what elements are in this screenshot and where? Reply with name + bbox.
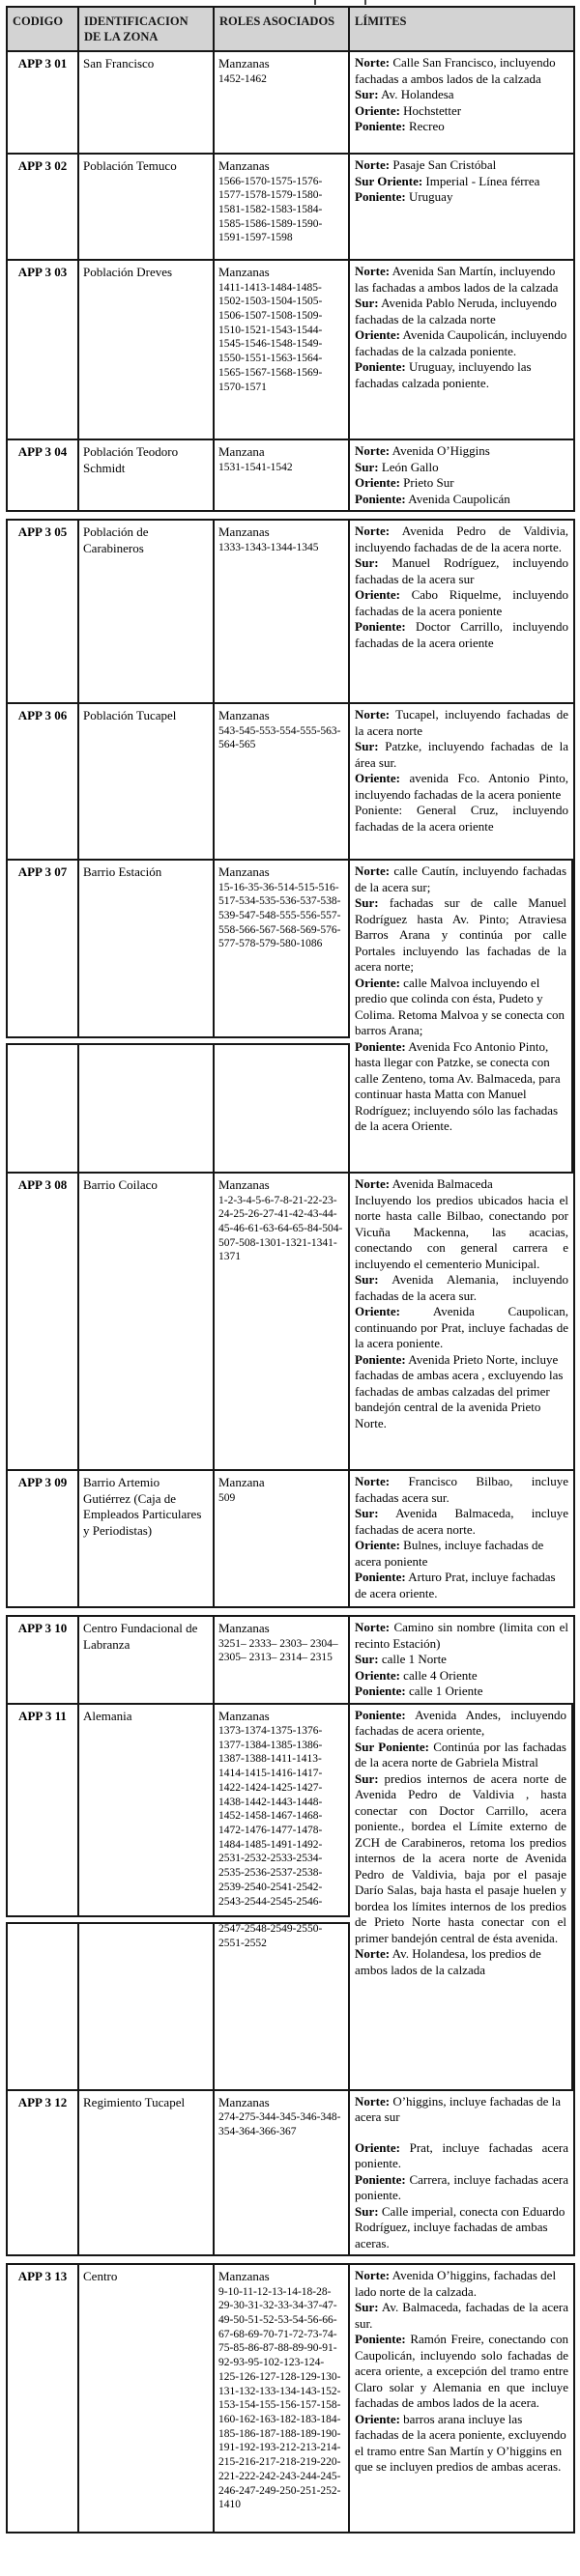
- roles-cell: [215, 861, 350, 1172]
- limite-text: fachadas sur de calle Manuel Rodríguez hasta Av. Pinto; Atraviesa Barros Arana y continúa por calle Portales incluyendo las fachadas de la acera norte;: [355, 895, 566, 974]
- limite-label: Poniente:: [355, 1038, 406, 1054]
- limites-cell: [350, 261, 573, 439]
- limite-label: Norte:: [355, 524, 391, 538]
- limite-entry: [355, 1708, 566, 1740]
- limite-text: Bulnes, incluye fachadas de acera poniente: [355, 1538, 544, 1569]
- limite-label: Norte:: [355, 2268, 391, 2282]
- limite-text: Av. Holandesa, los predios de ambos lados de la calzada: [355, 1946, 541, 1977]
- limite-label: Sur:: [355, 459, 379, 474]
- limite-label: Sur:: [355, 895, 379, 910]
- limite-text: Avenida Pablo Neruda, incluyendo fachadas de la calzada norte: [355, 296, 557, 326]
- zone-row: [8, 1469, 573, 1606]
- zone-row: [8, 859, 573, 1172]
- zone-row: [8, 521, 573, 702]
- limite-text: Manuel Rodríguez, incluyendo fachadas de la acera sur: [355, 555, 568, 586]
- limite-entry: [355, 1352, 568, 1432]
- roles-cell: [215, 1617, 350, 1703]
- zone-row: [8, 50, 573, 153]
- limite-entry: [355, 976, 566, 1039]
- limites-cell: [350, 861, 573, 1172]
- codigo-cell: APP 3 10: [8, 1617, 79, 1703]
- limite-text: Avenida Balmaceda, incluye fachadas de acera norte.: [355, 1506, 568, 1537]
- limite-label: Norte:: [355, 1176, 391, 1191]
- limite-entry: [355, 2332, 568, 2412]
- limite-label: Poniente:: [355, 2171, 406, 2187]
- limite-label: Norte:: [355, 1620, 391, 1634]
- zona-cell: Barrio Coilaco: [79, 1174, 215, 1469]
- limite-entry: [355, 119, 568, 135]
- table-segment: [6, 6, 575, 512]
- zone-row: [8, 702, 573, 859]
- codigo-cell: APP 3 12: [8, 2091, 79, 2255]
- limite-text: Francisco Bilbao, incluye fachadas acera sur.: [355, 1474, 569, 1505]
- limite-entry: [355, 555, 568, 587]
- limite-entry: [355, 87, 568, 103]
- limite-entry: [355, 2172, 568, 2204]
- limite-entry: [355, 1538, 568, 1570]
- roles-cell: [215, 704, 350, 859]
- codigo-cell: APP 3 13: [8, 2265, 79, 2532]
- limite-label: Oriente:: [355, 975, 400, 990]
- limite-text: Avenida Alemania, incluyendo fachadas de la acera sur.: [355, 1272, 568, 1303]
- roles-cell: [215, 261, 350, 439]
- limites-cell: [350, 1174, 573, 1469]
- limite-text: Carrera, incluye fachadas acera poniente.: [355, 2171, 569, 2202]
- limite-text: General Cruz, incluyendo fachadas de la acera oriente: [355, 803, 568, 834]
- limite-label: Poniente:: [355, 619, 406, 634]
- limite-entry: [355, 296, 568, 327]
- limite-label: Sur:: [355, 739, 379, 753]
- limite-entry: [355, 803, 568, 835]
- table-segment: [6, 2263, 575, 2534]
- roles-title: Manzanas: [218, 708, 270, 722]
- limite-label: Poniente:: [355, 2332, 406, 2346]
- limite-label: Poniente:: [355, 189, 406, 204]
- page-artifact-tick: [364, 0, 366, 5]
- roles-title: Manzanas: [218, 864, 270, 879]
- limite-text: Avenida Balmaceda: [392, 1176, 493, 1191]
- codigo-cell: APP 3 07: [8, 861, 79, 1172]
- limite-text: Imperial - Línea férrea: [425, 173, 540, 188]
- limite-label: Oriente:: [355, 771, 400, 785]
- limite-label: Oriente:: [355, 587, 400, 602]
- col-header-roles: ROLES ASOCIADOS: [215, 8, 350, 50]
- limite-label: Sur:: [355, 87, 379, 101]
- limite-label: Norte:: [355, 1474, 391, 1488]
- limite-label: Poniente:: [355, 1351, 406, 1367]
- limite-text: Pasaje San Cristóbal: [392, 157, 497, 172]
- table-segment: [6, 1615, 575, 2256]
- limite-label: Sur Poniente:: [355, 1739, 429, 1754]
- limite-label: Norte:: [355, 264, 391, 278]
- limite-entry: [355, 771, 568, 803]
- limite-text: calle 1 Norte: [381, 1652, 447, 1666]
- zona-cell: Regimiento Tucapel: [79, 2091, 215, 2255]
- zona-cell: Población de Carabineros: [79, 521, 215, 702]
- roles-numbers: 15-16-35-36-514-515-516-517-534-535-536-537-538-539-547-548-555-556-557-558-566-567-568-569-576-577-578-579-580-1086: [218, 881, 341, 950]
- codigo-cell: APP 3 05: [8, 521, 79, 702]
- limite-entry: [355, 2094, 568, 2126]
- limite-text: Avenida Pedro de Valdivia, incluyendo fachadas de de la acera norte.: [355, 524, 568, 554]
- zona-cell: Alemania: [79, 1705, 215, 2089]
- roles-numbers: 1531-1541-1542: [218, 461, 293, 473]
- limite-label: Sur:: [355, 1272, 379, 1287]
- roles-numbers-continued: 2547-2548-2549-2550-2551-2552: [218, 1923, 323, 1950]
- codigo-cell: APP 3 03: [8, 261, 79, 439]
- limite-text: Ramón Freire, conectando con Caupolicán, incluyendo solo fachadas de acera oriente, a excepción del tramo entre Claro solar y Alemania en que incluye fachadas de ambos lados de la acera.: [355, 2332, 568, 2410]
- zone-row: [8, 153, 573, 259]
- limite-label: Oriente:: [355, 1304, 400, 1318]
- zone-row: [8, 2089, 573, 2255]
- limite-entry: [355, 1506, 568, 1538]
- limite-text: avenida Fco. Antonio Pinto, incluyendo fachadas de la acera poniente: [355, 771, 568, 802]
- limite-entry: [355, 359, 568, 391]
- limite-label: Sur:: [355, 296, 379, 310]
- limite-entry: [355, 475, 568, 492]
- limite-label: Oriente:: [355, 1667, 400, 1683]
- limites-cell: [350, 155, 573, 259]
- limite-text: Av. Balmaceda, fachadas de la acera sur.: [355, 2300, 568, 2331]
- page-break-bar: [6, 1036, 350, 1045]
- limite-text: Tucapel, incluyendo fachadas de la acera norte: [355, 707, 568, 738]
- limite-label: Norte:: [355, 157, 391, 172]
- limites-cell: [350, 2265, 573, 2532]
- zone-row: [8, 259, 573, 439]
- limite-entry: [355, 619, 568, 651]
- roles-numbers: 1452-1462: [218, 72, 267, 85]
- limite-label: Norte:: [355, 55, 391, 70]
- roles-title: Manzanas: [218, 56, 270, 71]
- limite-label: Norte:: [355, 1946, 391, 1961]
- limite-text: Avenida Andes, incluyendo fachadas de acera oriente,: [355, 1707, 566, 1738]
- limite-entry: [355, 2268, 568, 2300]
- zone-row: [8, 1617, 573, 1703]
- codigo-cell: APP 3 04: [8, 440, 79, 510]
- limite-text: calle Cautín, incluyendo fachadas de la acera sur;: [355, 863, 567, 894]
- limite-text: Patzke, incluyendo fachadas de la área sur.: [355, 739, 568, 770]
- limite-text: Hochstetter: [403, 102, 462, 118]
- limite-text: Recreo: [408, 119, 445, 133]
- col-header-limites: LÍMITES: [350, 8, 573, 50]
- limite-entry: [355, 157, 568, 174]
- limites-cell: [350, 1471, 573, 1606]
- page-artifact-tick: [314, 0, 316, 5]
- limite-label: Oriente:: [355, 327, 400, 342]
- limite-text: Avenida Caupolicán: [408, 491, 510, 506]
- limite-label: Oriente:: [355, 1538, 400, 1552]
- zona-cell: Centro: [79, 2265, 215, 2532]
- limite-entry: [355, 2204, 568, 2252]
- roles-title: Manzanas: [218, 2269, 270, 2283]
- limite-text: Camino sin nombre (limita con el recinto Estación): [355, 1620, 568, 1651]
- limite-entry: [355, 524, 568, 555]
- limites-cell: [350, 521, 573, 702]
- roles-title: Manzanas: [218, 158, 270, 173]
- limite-label: Norte:: [355, 443, 391, 458]
- limite-text: Prieto Sur: [403, 475, 454, 490]
- limite-label: Sur:: [355, 2203, 379, 2219]
- zoning-table: [6, 6, 575, 2540]
- limite-entry: [355, 1272, 568, 1304]
- limite-label: Poniente:: [355, 1707, 406, 1722]
- roles-cell: [215, 1471, 350, 1606]
- limite-entry: [355, 863, 566, 895]
- limite-entry: [355, 264, 568, 296]
- limite-entry: [355, 1570, 568, 1601]
- limite-entry: [355, 103, 568, 120]
- limite-entry: [355, 1176, 568, 1193]
- codigo-cell: APP 3 01: [8, 52, 79, 153]
- limite-label: Norte:: [355, 707, 391, 722]
- roles-numbers: 543-545-553-554-555-563-564-565: [218, 724, 341, 751]
- limites-cell: [350, 1617, 573, 1703]
- zona-cell: Población Temuco: [79, 155, 215, 259]
- limite-entry: [355, 460, 568, 476]
- table-segment: [6, 519, 575, 1608]
- limite-text: Uruguay, incluyendo las fachadas calzada poniente.: [355, 359, 532, 390]
- roles-numbers: 1411-1413-1484-1485-1502-1503-1504-1505-1506-1507-1508-1509-1510-1521-1543-1544-1545-1546-1548-1549-1550-1551-1563-1564-1565-1567-1568-1569-1570-1571: [218, 281, 323, 393]
- roles-cell: [215, 440, 350, 510]
- limite-entry: [355, 55, 568, 87]
- limite-text: predios internos de acera norte de Avenida Pedro de Valdivia , hasta conectar con Doctor Carrillo, acera poniente., bordea el Límite externo de ZCH de Carabineros, retoma los predios internos de la acera norte de Avenida Pedro de Valdivia, baja por el pasaje Darío Salas, baja hasta el pasaje huelen y bordea los límites internos de los predios de Prieto Norte hasta conectar con el primer bandejón central de ésta avenida.: [355, 1770, 566, 1945]
- roles-cell: [215, 521, 350, 702]
- limite-text: O’higgins, incluye fachadas de la acera sur: [355, 2093, 561, 2124]
- limite-text: Calle San Francisco, incluyendo fachadas a ambos lados de la calzada: [355, 55, 556, 86]
- limite-entry: [355, 1620, 568, 1652]
- roles-numbers: 1333-1343-1344-1345: [218, 541, 319, 553]
- roles-numbers: 509: [218, 1491, 236, 1504]
- limite-label: Poniente:: [355, 119, 406, 133]
- limite-entry: [355, 1304, 568, 1352]
- limites-cell: [350, 52, 573, 153]
- roles-title: Manzana: [218, 1475, 265, 1489]
- limite-entry: [355, 443, 568, 460]
- limite-text: calle Malvoa incluyendo el predio que colinda con ésta, Pudeto y Colima. Retoma Malvoa y se conecta con barros Arana;: [355, 975, 565, 1037]
- limite-text: calle 1 Oriente: [408, 1684, 483, 1698]
- roles-cell: [215, 1705, 350, 2089]
- limite-text: Doctor Carrillo, incluyendo fachadas de la acera oriente: [355, 619, 568, 650]
- zona-cell: Población Dreves: [79, 261, 215, 439]
- limite-entry: [355, 2412, 568, 2476]
- limite-text: Prat, incluye fachadas acera poniente.: [355, 2139, 568, 2170]
- limite-text: Avenida San Martín, incluyendo las fachadas a ambos lados de la calzada: [355, 264, 559, 295]
- limite-entry: [355, 189, 568, 206]
- limite-text: Avenida Caupolicán, incluyendo fachadas de la calzada poniente.: [355, 327, 567, 358]
- limite-entry: [355, 1474, 568, 1506]
- limite-label: Oriente:: [355, 2139, 400, 2155]
- limite-entry: [355, 587, 568, 619]
- limites-cell: [350, 704, 573, 859]
- roles-cell: [215, 2265, 350, 2532]
- limite-text: Arturo Prat, incluye fachadas de acera oriente.: [355, 1570, 556, 1600]
- limite-text: Avenida Prieto Norte, incluye fachadas de ambas acera , excluyendo las fachadas de ambas calzadas del primer bandejón central de la avenida Prieto Norte.: [355, 1351, 564, 1430]
- limite-text: calle 4 Oriente: [403, 1667, 478, 1683]
- limite-label: Norte:: [355, 2093, 391, 2109]
- roles-numbers: 3251– 2333– 2303– 2304– 2305– 2313– 2314– 2315: [218, 1637, 338, 1664]
- zona-cell: Centro Fundacional de Labranza: [79, 1617, 215, 1703]
- limite-label: Oriente:: [355, 2411, 400, 2426]
- limite-entry: [355, 1193, 568, 1273]
- roles-title: Manzana: [218, 444, 265, 459]
- roles-numbers: 9-10-11-12-13-14-18-28-29-30-31-32-33-34-37-47-49-50-51-52-53-54-56-66-67-68-69-70-71-72-73-74-75-85-86-87-88-89-90-91-92-93-95-102-123-124-125-126-127-128-129-130-131-132-133-134-143-152-153-154-155-156-157-158-160-162-163-182-183-184-185-186-187-188-189-190-191-192-193-212-213-214-215-216-217-218-219-220-221-222-242-243-244-245-246-247-249-250-251-252-1410: [218, 2285, 341, 2511]
- limite-entry: [355, 2300, 568, 2332]
- limite-text: barros arana incluye las fachadas de la acera poniente, excluyendo el tramo entre San Martín y O’higgins en que se incluyen predios de ambas aceras.: [355, 2411, 566, 2474]
- limite-entry: [355, 2140, 568, 2172]
- limite-text: Incluyendo los predios ubicados hacia el norte hasta calle Bilbao, conectando por Vicuña Mackenna, las acacias, conectando con general carrera e incluyendo el cementerio Municipal.: [355, 1192, 568, 1271]
- limite-entry: [355, 327, 568, 359]
- roles-numbers: 1373-1374-1375-1376-1377-1384-1385-1386-1387-1388-1411-1413-1414-1415-1416-1417-1422-1424-1425-1427-1438-1442-1443-1448-1452-1458-1467-1468-1472-1476-1477-1478-1484-1485-1491-1492-2531-2532-2533-2534-2535-2536-2537-2538-2539-2540-2541-2542-2543-2544-2545-2546-: [218, 1725, 323, 1908]
- limite-entry: [355, 1039, 566, 1135]
- limite-entry: [355, 1946, 566, 1978]
- limite-text: Av. Holandesa: [381, 87, 454, 101]
- limite-text: Avenida Fco Antonio Pinto, hasta llegar con Patzke, se conecta con calle Zenteno, toma Av. Balmaceda, para continuar hasta Matta con Manuel Rodríguez; incluyendo sólo las fachadas de la acera Oriente.: [355, 1038, 561, 1133]
- codigo-cell: APP 3 11: [8, 1705, 79, 2089]
- limites-cell: [350, 2091, 573, 2255]
- limites-cell: [350, 440, 573, 510]
- limite-text: Cabo Riquelme, incluyendo fachadas de la acera poniente: [355, 587, 568, 618]
- limite-entry: [355, 895, 566, 976]
- roles-title: Manzanas: [218, 524, 270, 539]
- codigo-cell: APP 3 08: [8, 1174, 79, 1469]
- roles-cell: [215, 155, 350, 259]
- limite-entry: [355, 1668, 568, 1684]
- limite-label: Oriente:: [355, 102, 400, 118]
- limite-entry: [355, 492, 568, 508]
- roles-cell: [215, 52, 350, 153]
- zone-row: [8, 2265, 573, 2532]
- limite-text: Avenida O’higgins, fachadas del lado norte de la calzada.: [355, 2268, 557, 2299]
- page-break-bar: [6, 1915, 350, 1924]
- zona-cell: Barrio Artemio Gutiérrez (Caja de Empleados Particulares y Periodistas): [79, 1471, 215, 1606]
- limite-entry: [355, 739, 568, 771]
- roles-cell: [215, 2091, 350, 2255]
- limite-text: Avenida Caupolican, continuando por Prat, incluye fachadas de la acera poniente.: [355, 1304, 568, 1350]
- zona-cell: San Francisco: [79, 52, 215, 153]
- limite-entry: [355, 1684, 568, 1700]
- limite-entry: [355, 1652, 568, 1668]
- zone-row: [8, 439, 573, 510]
- limite-text: Avenida O’Higgins: [392, 443, 490, 458]
- zone-row: [8, 1172, 573, 1469]
- roles-title: Manzanas: [218, 1621, 270, 1635]
- limite-label: Poniente:: [355, 1570, 406, 1584]
- limite-text: Uruguay: [408, 189, 453, 204]
- limites-cell: [350, 1705, 573, 2089]
- limite-label: Poniente:: [355, 359, 406, 374]
- roles-numbers: 1-2-3-4-5-6-7-8-21-22-23-24-25-26-27-41-42-43-44-45-46-61-63-64-65-84-504-507-508-1301-1321-1341-1371: [218, 1194, 343, 1263]
- limite-text: Continúa por las fachadas de la acera norte de Gabriela Mistral: [355, 1739, 566, 1769]
- codigo-cell: APP 3 02: [8, 155, 79, 259]
- zona-cell: Población Tucapel: [79, 704, 215, 859]
- limite-label: Norte:: [355, 863, 391, 878]
- limite-label: Sur:: [355, 1652, 379, 1666]
- limite-label: Sur:: [355, 2300, 379, 2314]
- roles-cell: [215, 1174, 350, 1469]
- roles-title: Manzanas: [218, 2094, 270, 2109]
- limite-entry: [355, 1771, 566, 1947]
- limite-label: Poniente:: [355, 1684, 406, 1698]
- limite-entry: [355, 1740, 566, 1771]
- limite-label: Sur:: [355, 555, 379, 570]
- codigo-cell: APP 3 06: [8, 704, 79, 859]
- limite-entry: [355, 707, 568, 739]
- roles-title: Manzanas: [218, 265, 270, 279]
- roles-title: Manzanas: [218, 1177, 270, 1192]
- limite-label: Sur:: [355, 1506, 379, 1520]
- codigo-cell: APP 3 09: [8, 1471, 79, 1606]
- col-header-identificacion: IDENTIFICACION DE LA ZONA: [79, 8, 215, 50]
- roles-title: Manzanas: [218, 1708, 270, 1723]
- limite-text: Calle imperial, conecta con Eduardo Rodríguez, incluye fachadas de ambas aceras.: [355, 2203, 566, 2250]
- limite-text: León Gallo: [381, 459, 439, 474]
- limite-label: Sur:: [355, 1770, 379, 1786]
- roles-numbers: 1566-1570-1575-1576-1577-1578-1579-1580-1581-1582-1583-1584-1585-1586-1589-1590-1591-1597-1598: [218, 175, 323, 244]
- limite-entry: [355, 174, 568, 190]
- zone-row: [8, 1703, 573, 2089]
- zona-cell: Barrio Estación: [79, 861, 215, 1172]
- roles-numbers: 274-275-344-345-346-348-354-364-366-367: [218, 2111, 341, 2137]
- table-header-row: [8, 8, 573, 50]
- limite-label: Poniente:: [355, 803, 403, 817]
- col-header-codigo: CODIGO: [8, 8, 79, 50]
- limite-label: Sur Oriente:: [355, 173, 423, 188]
- zona-cell: Población Teodoro Schmidt: [79, 440, 215, 510]
- limite-label: Poniente:: [355, 491, 406, 506]
- limite-label: Oriente:: [355, 475, 400, 490]
